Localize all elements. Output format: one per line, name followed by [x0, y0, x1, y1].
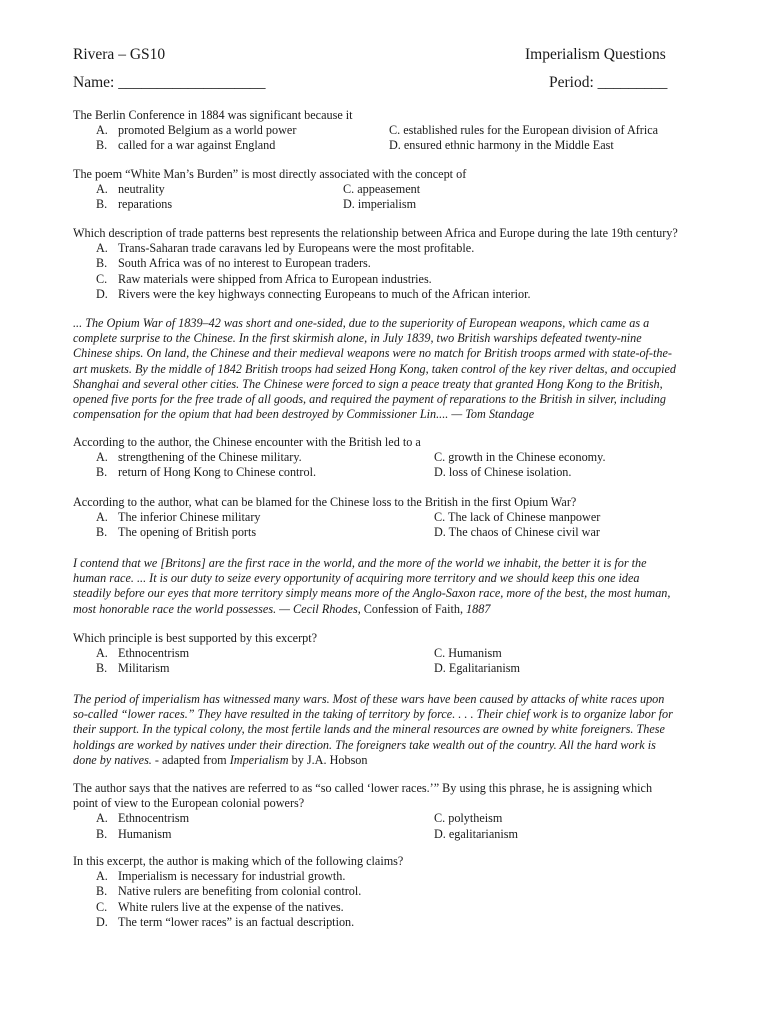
- option-letter: A.: [96, 869, 108, 884]
- option-letter: A.: [96, 450, 108, 465]
- passage-line: compensation for the opium that had been destroyed by Commissioner Lin.... — Tom Standage: [73, 407, 535, 422]
- header-right-title: Imperialism Questions: [525, 46, 666, 63]
- option-b: Humanism: [118, 826, 172, 841]
- passage-hobson: [73, 692, 698, 768]
- option-c: White rulers live at the expense of the natives.: [118, 899, 344, 914]
- option-c: C. polytheism: [434, 811, 503, 826]
- option-a: strengthening of the Chinese military.: [118, 450, 302, 465]
- option-c: C. Humanism: [434, 646, 502, 661]
- passage-line: steadily before our eyes that more territory simply means more of the Anglo-Saxon race, more of the best, the most human,: [73, 586, 671, 601]
- option-letter: C.: [96, 271, 108, 286]
- option-a: Trans-Saharan trade caravans led by Europeans were the most profitable.: [118, 241, 475, 256]
- option-letter: A.: [96, 646, 108, 661]
- option-d: D. egalitarianism: [434, 826, 518, 841]
- option-d: The term “lower races” is an factual description.: [118, 914, 355, 929]
- option-d: Rivers were the key highways connecting Europeans to much of the African interior.: [118, 286, 531, 301]
- passage-line: human race. ... It is our duty to seize every opportunity of acquiring more territory and we should keep this one idea: [73, 571, 640, 586]
- option-letter: B.: [96, 465, 108, 480]
- passage-line: their support. In the typical colony, the most fertile lands and the mineral resources are owned by white foreigners. These: [73, 722, 665, 737]
- question-6: [73, 631, 713, 677]
- option-b: reparations: [118, 197, 173, 212]
- passage-line: complete surprise to the Chinese. In the first skirmish alone, in July 1839, two British warships defeated twenty-nine: [73, 331, 642, 346]
- option-d: D. imperialism: [343, 197, 417, 212]
- passage-line: most honorable race the world possesses. — Cecil Rhodes,: [73, 601, 364, 616]
- question-2: [73, 167, 713, 213]
- option-a: promoted Belgium as a world power: [118, 123, 297, 138]
- option-d: D. The chaos of Chinese civil war: [434, 525, 600, 540]
- adapted-label: - adapted from: [154, 752, 230, 767]
- option-letter: B.: [96, 256, 108, 271]
- passage-line: opened five ports for the free trade of all goods, and required the payment of reparations to the British in silver, including: [73, 391, 666, 406]
- option-b: Militarism: [118, 661, 170, 676]
- option-a: The inferior Chinese military: [118, 510, 261, 525]
- question-7: [73, 781, 713, 842]
- question-4: [73, 435, 713, 481]
- option-letter: C.: [96, 899, 108, 914]
- passage-line: ... The Opium War of 1839–42 was short and one-sided, due to the superiority of European weapons, which came as a: [73, 316, 650, 330]
- option-c: C. The lack of Chinese manpower: [434, 510, 601, 525]
- passage-line: Chinese ships. On land, the Chinese and their medieval weapons were no match for British troops armed with state-of-the-: [73, 346, 672, 361]
- question-stem: According to the author, what can be blamed for the Chinese loss to the British in the first Opium War?: [73, 495, 577, 509]
- question-8: [73, 854, 713, 930]
- question-stem: The poem “White Man’s Burden” is most directly associated with the concept of: [73, 167, 467, 181]
- option-a: Ethnocentrism: [118, 646, 190, 661]
- option-letter: D.: [96, 286, 108, 301]
- source-author: by J.A. Hobson: [288, 752, 368, 767]
- question-5: [73, 495, 713, 541]
- passage-line: The period of imperialism has witnessed many wars. Most of these wars have been caused by attacks of white races upon: [73, 692, 665, 706]
- question-stem: According to the author, the Chinese encounter with the British led to a: [73, 435, 421, 449]
- option-c: Raw materials were shipped from Africa to European industries.: [118, 271, 432, 286]
- option-letter: B.: [96, 525, 108, 540]
- option-d: D. Egalitarianism: [434, 661, 520, 676]
- source-year: 1887: [463, 601, 491, 616]
- option-letter: B.: [96, 826, 108, 841]
- option-b: called for a war against England: [118, 138, 276, 153]
- option-letter: D.: [96, 914, 108, 929]
- option-letter: B.: [96, 197, 108, 212]
- option-b: The opening of British ports: [118, 525, 257, 540]
- option-c: C. appeasement: [343, 182, 421, 197]
- passage-line: so-called “lower races.” They have resulted in the taking of territory by force. . . . Their chief work is to organize labor for: [73, 707, 673, 722]
- option-b: return of Hong Kong to Chinese control.: [118, 465, 317, 480]
- option-d: D. loss of Chinese isolation.: [434, 465, 572, 480]
- option-letter: A.: [96, 123, 108, 138]
- passage-line: holdings are worked by natives under their direction. The foreigners take wealth out of the country. All the hard work is: [73, 737, 656, 752]
- question-3: [73, 226, 713, 302]
- option-d: D. ensured ethnic harmony in the Middle East: [389, 138, 614, 153]
- question-stem: The author says that the natives are referred to as “so called ‘lower races.’” By using this phrase, he is assigning which: [73, 781, 653, 795]
- option-letter: A.: [96, 510, 108, 525]
- option-c: C. established rules for the European division of Africa: [389, 123, 659, 138]
- passage-line: art muskets. By the middle of 1842 British troops had seized Hong Kong, taken control of the key river deltas, and occupied: [73, 361, 676, 376]
- option-letter: A.: [96, 241, 108, 256]
- passage-opium-war: [73, 316, 698, 422]
- option-letter: A.: [96, 811, 108, 826]
- option-letter: B.: [96, 884, 108, 899]
- question-stem: The Berlin Conference in 1884 was significant because it: [73, 108, 353, 122]
- passage-line: Shanghai and several other cities. The Chinese were forced to sign a peace treaty that granted Hong Kong to the British,: [73, 376, 663, 391]
- question-stem: point of view to the European colonial powers?: [73, 796, 305, 811]
- passage-line: done by natives.: [73, 752, 155, 767]
- source-book: Imperialism: [229, 752, 289, 767]
- option-a: Imperialism is necessary for industrial growth.: [118, 869, 346, 884]
- question-stem: Which principle is best supported by this excerpt?: [73, 631, 318, 645]
- option-b: South Africa was of no interest to European traders.: [118, 256, 371, 271]
- option-letter: A.: [96, 182, 108, 197]
- option-c: C. growth in the Chinese economy.: [434, 450, 606, 465]
- option-a: neutrality: [118, 182, 165, 197]
- option-b: Native rulers are benefiting from colonial control.: [118, 884, 362, 899]
- option-letter: B.: [96, 138, 108, 153]
- option-a: Ethnocentrism: [118, 811, 190, 826]
- period-field: Period: _________: [549, 74, 668, 91]
- question-stem: In this excerpt, the author is making which of the following claims?: [73, 854, 404, 868]
- option-letter: B.: [96, 661, 108, 676]
- passage-line: I contend that we [Britons] are the first race in the world, and the more of the world we inhabit, the better it is for the: [73, 556, 647, 570]
- source-title: Confession of Faith,: [363, 601, 463, 616]
- header-left-title: Rivera – GS10: [73, 46, 166, 63]
- question-1: [73, 108, 713, 154]
- name-field: Name: ___________________: [73, 74, 266, 91]
- question-stem: Which description of trade patterns best represents the relationship between Africa and Europe during the late 19th century?: [73, 226, 678, 240]
- passage-cecil-rhodes: [73, 556, 698, 617]
